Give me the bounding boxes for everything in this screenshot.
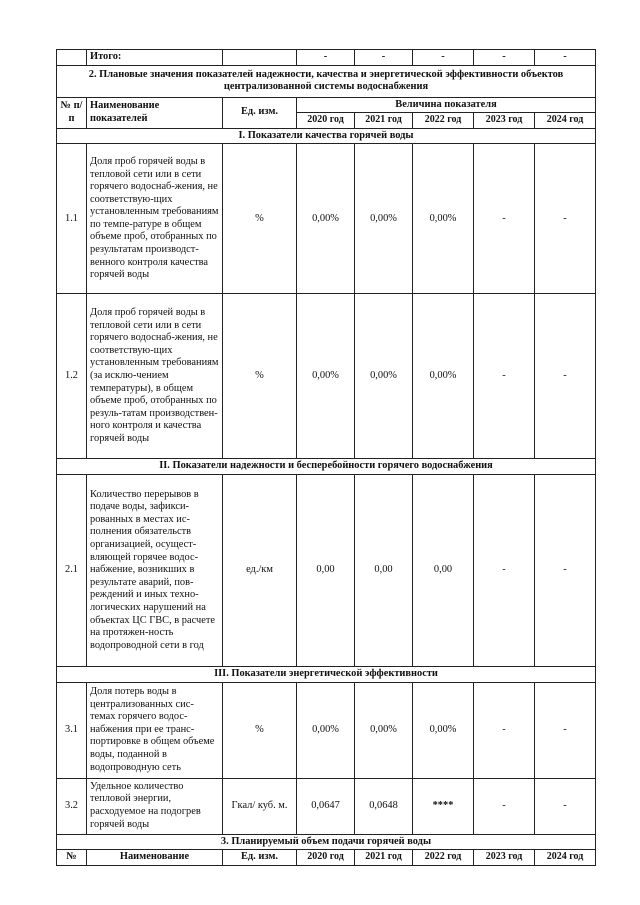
group-title: I. Показатели качества горячей воды (57, 128, 596, 144)
row-unit: % (223, 294, 297, 459)
total-num-cell (57, 50, 87, 66)
row-value: - (474, 294, 535, 459)
section-2-title-row (57, 65, 596, 97)
section-3-title-row (57, 834, 596, 850)
row-value: 0,00% (355, 144, 413, 294)
row-value: 0,00% (297, 294, 355, 459)
group-title: III. Показатели энергетической эффективности (57, 666, 596, 682)
row-value: 0,00% (413, 682, 474, 778)
row-value: - (535, 294, 596, 459)
row-value: 0,00% (297, 144, 355, 294)
header-year: 2021 год (355, 850, 413, 866)
row-name: Количество перерывов в подаче воды, зафикси-рованных в местах ис-полнения обязательств организацией, осущест-вляющей горячее водос-набжение, возникших в результате аварий, пов-реждений и иных техно-логических нарушений на объектах ЦС ГВС, в расчете на протяжен-ность водопроводной сети в год (87, 474, 223, 666)
scan-mark (300, 10, 360, 12)
header-num: № (57, 850, 87, 866)
row-value: 0,00 (355, 474, 413, 666)
row-name: Удельное количество тепловой энергии, расходуемое на подогрев горячей воды (87, 778, 223, 834)
row-value: - (535, 474, 596, 666)
header-year: 2021 год (355, 113, 413, 129)
total-row (57, 50, 596, 66)
table-row (57, 144, 596, 294)
header-unit: Ед. изм. (223, 850, 297, 866)
group-title-row (57, 459, 596, 475)
section-2-title: 2. Плановые значения показателей надежности, качества и энергетической эффективности объектов централизованной системы водоснабжения (57, 65, 596, 97)
row-unit: ед./км (223, 474, 297, 666)
header-year: 2023 год (474, 113, 535, 129)
header-year: 2020 год (297, 850, 355, 866)
row-value: **** (413, 778, 474, 834)
row-value: 0,00 (413, 474, 474, 666)
row-num: 2.1 (57, 474, 87, 666)
header-year: 2020 год (297, 113, 355, 129)
header-num: № п/п (57, 97, 87, 128)
row-num: 1.2 (57, 294, 87, 459)
table-row (57, 778, 596, 834)
total-cell: - (413, 50, 474, 66)
row-num: 1.1 (57, 144, 87, 294)
row-num: 3.1 (57, 682, 87, 778)
total-cell: - (355, 50, 413, 66)
header-year: 2024 год (535, 850, 596, 866)
row-name: Доля проб горячей воды в тепловой сети или в сети горячего водоснаб-жения, не соответствую-щих установленным требованиям (за исклю-чением температуры), в общем объеме проб, отобранных по резуль-татам производствен-ного контроля и качества горячей воды (87, 294, 223, 459)
row-unit: % (223, 144, 297, 294)
row-unit: % (223, 682, 297, 778)
group-title: II. Показатели надежности и бесперебойности горячего водоснабжения (57, 459, 596, 475)
total-unit-cell (223, 50, 297, 66)
row-unit: Гкал/ куб. м. (223, 778, 297, 834)
row-value: 0,00% (355, 294, 413, 459)
row-value: - (474, 682, 535, 778)
row-value: - (474, 778, 535, 834)
header-unit: Ед. изм. (223, 97, 297, 128)
section-3-title: 3. Планируемый объем подачи горячей воды (57, 834, 596, 850)
row-value: 0,00% (355, 682, 413, 778)
header-value: Величина показателя (297, 97, 596, 113)
row-value: 0,00% (413, 294, 474, 459)
table-row (57, 682, 596, 778)
total-cell: - (297, 50, 355, 66)
section-3-header-row (57, 850, 596, 866)
row-value: - (535, 778, 596, 834)
row-value: - (535, 682, 596, 778)
row-value: 0,00% (413, 144, 474, 294)
indicators-table (56, 49, 596, 866)
total-cell: - (474, 50, 535, 66)
row-value: 0,00% (297, 682, 355, 778)
header-name: Наименование (87, 850, 223, 866)
header-year: 2022 год (413, 113, 474, 129)
header-year: 2024 год (535, 113, 596, 129)
row-value: 0,00 (297, 474, 355, 666)
total-cell: - (535, 50, 596, 66)
total-label: Итого: (87, 50, 223, 66)
row-value: 0,0647 (297, 778, 355, 834)
row-value: 0,0648 (355, 778, 413, 834)
row-num: 3.2 (57, 778, 87, 834)
row-value: - (474, 144, 535, 294)
header-name: Наименование показателей (87, 97, 223, 128)
row-name: Доля проб горячей воды в тепловой сети или в сети горячего водоснаб-жения, не соответствую-щих установленным требованиям по темпе-ратуре в общем объеме проб, отобранных по результатам производст-венного контроля качества горячей воды (87, 144, 223, 294)
table-row (57, 474, 596, 666)
header-year: 2023 год (474, 850, 535, 866)
group-title-row (57, 666, 596, 682)
row-name: Доля потерь воды в централизованных сис-темах горячего водос-набжения при ее транс-портировке в общем объеме воды, поданной в водопроводную сеть (87, 682, 223, 778)
row-value: - (535, 144, 596, 294)
group-title-row (57, 128, 596, 144)
row-value: - (474, 474, 535, 666)
header-year: 2022 год (413, 850, 474, 866)
table-row (57, 294, 596, 459)
header-row-1 (57, 97, 596, 113)
